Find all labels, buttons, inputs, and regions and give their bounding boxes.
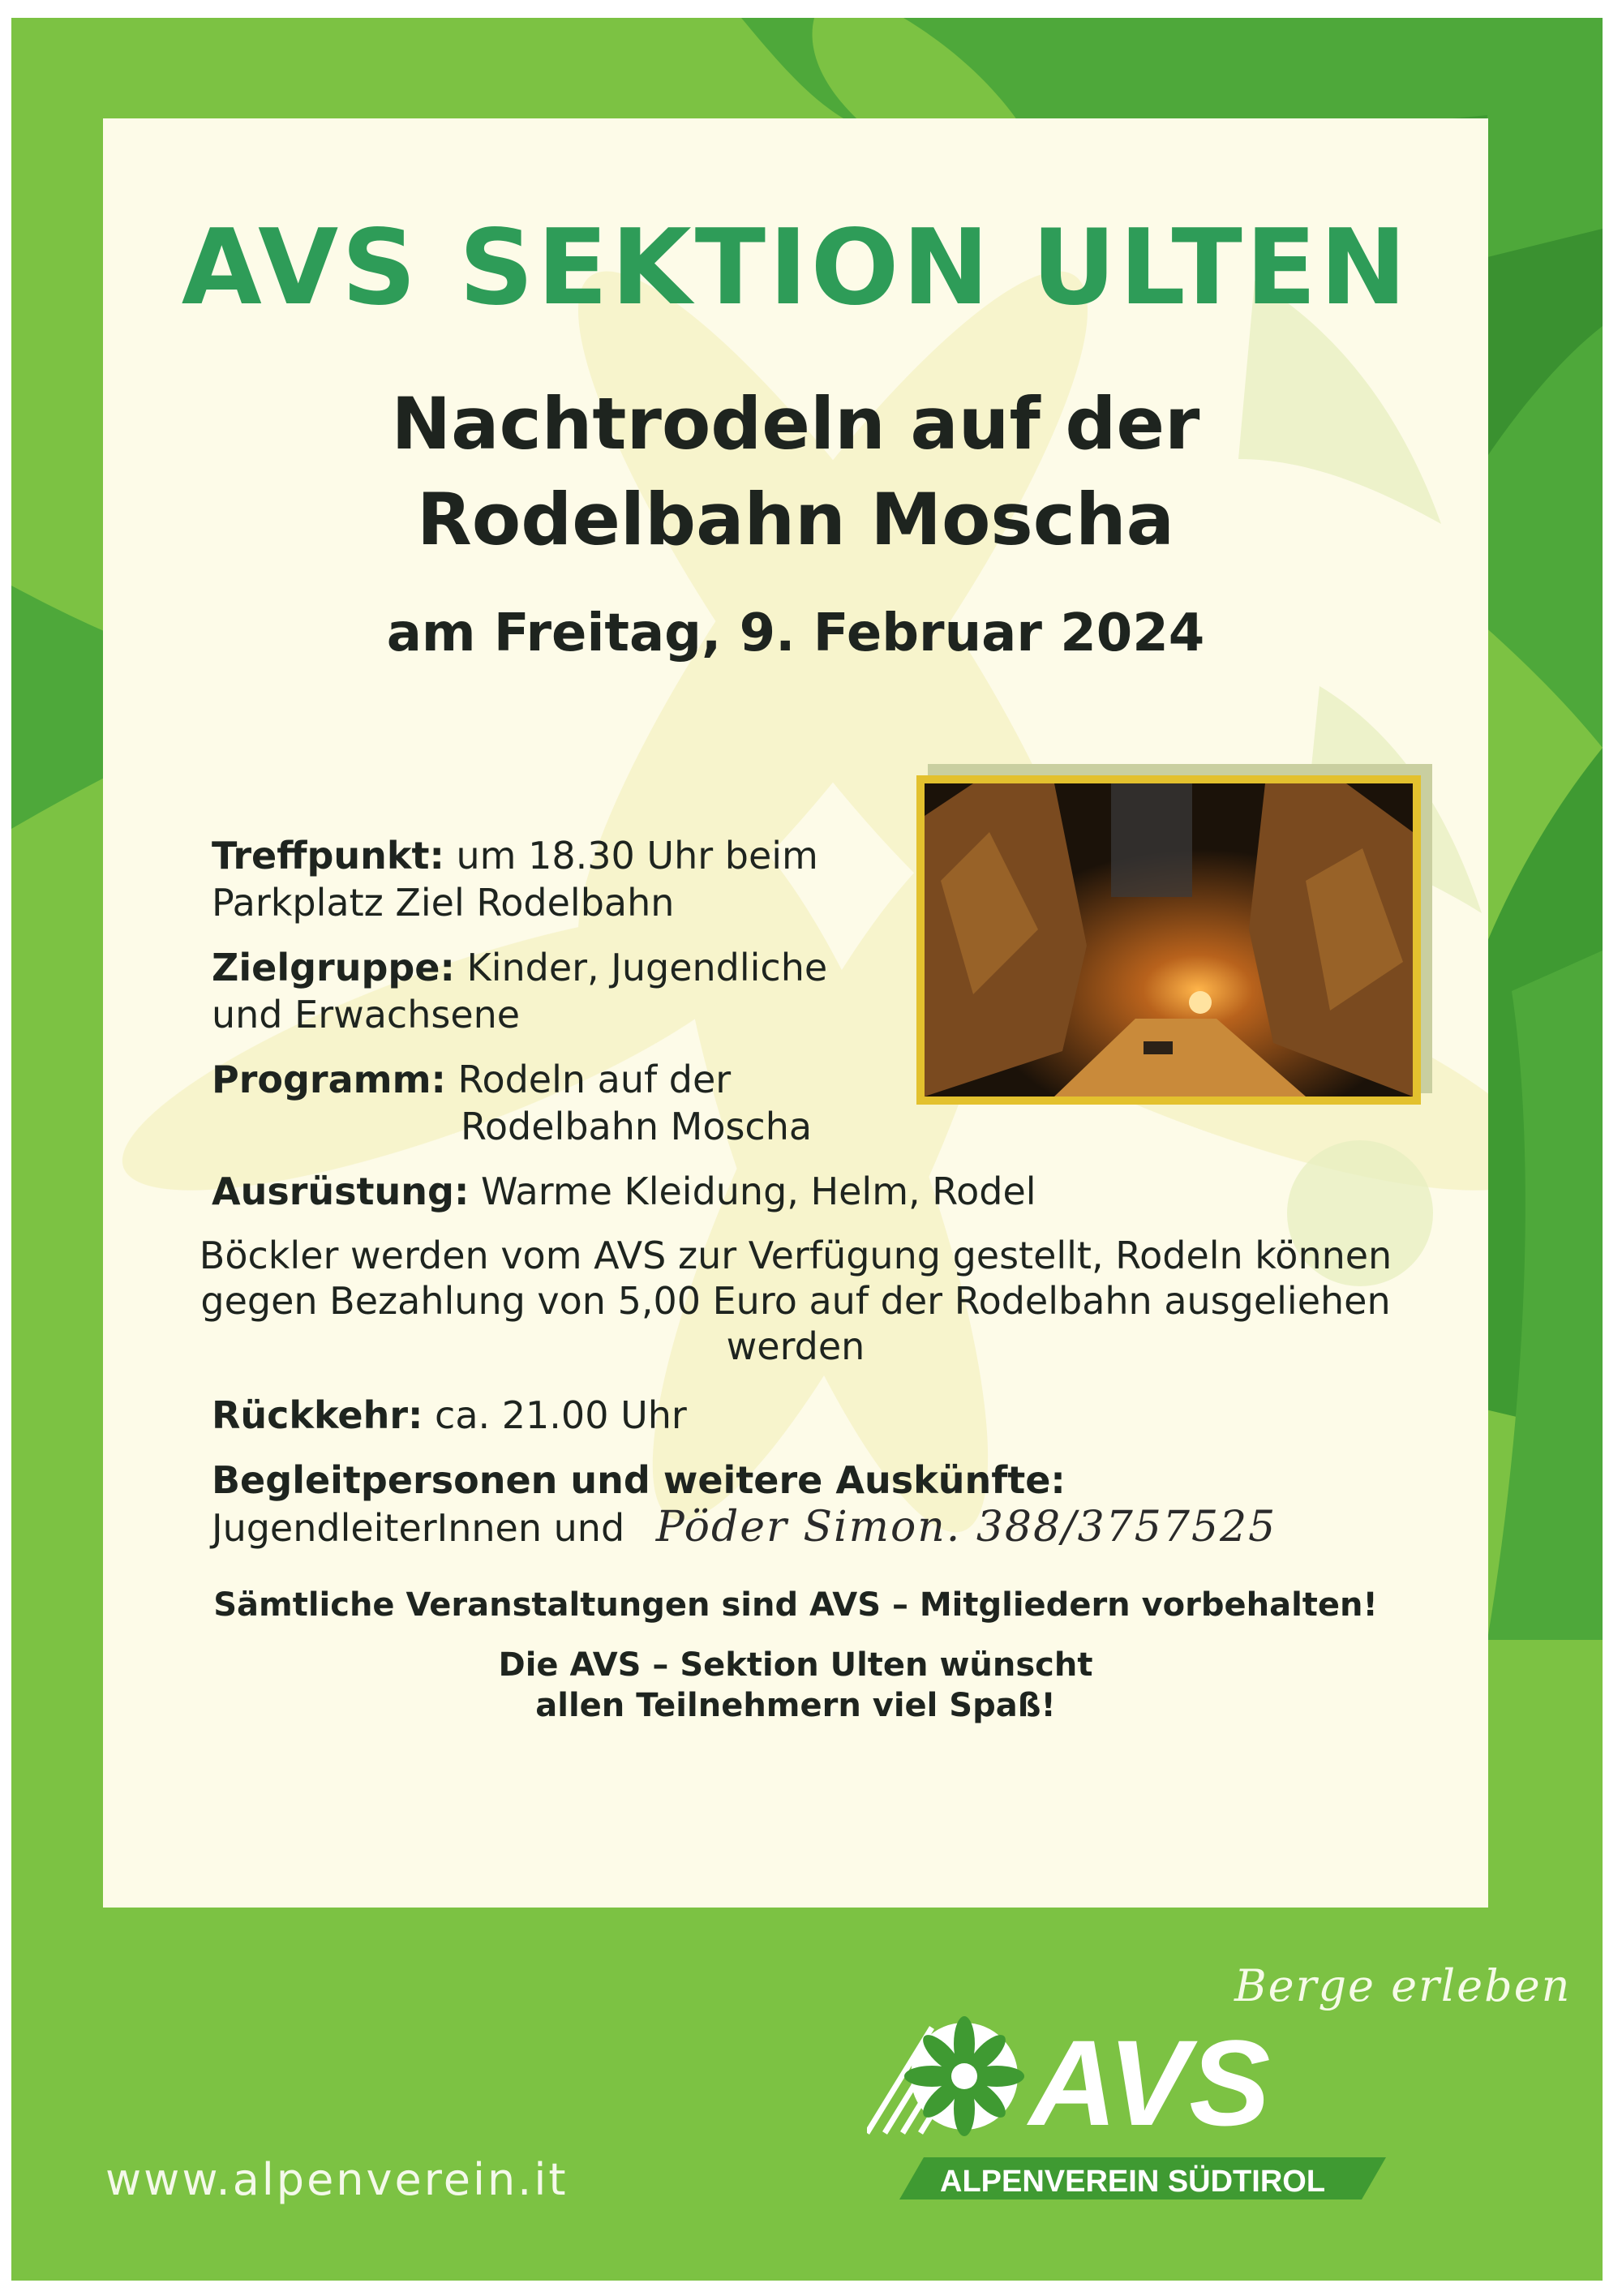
zielgruppe-label: Zielgruppe: [212,946,455,989]
programm-value-2: Rodelbahn Moscha [461,1105,813,1148]
treffpunkt-block [212,832,818,926]
rental-note-line-3: werden [726,1324,865,1368]
rental-note [103,1233,1488,1369]
club-title: AVS SEKTION ULTEN [181,208,1410,328]
wish-notice [103,1645,1488,1726]
programm-value-1: Rodeln auf der [457,1058,732,1101]
treffpunkt-value-2: Parkplatz Ziel Rodelbahn [212,881,675,925]
slogan: Berge erleben [1234,1960,1572,2011]
rueckkehr-label: Rückkehr: [212,1393,423,1437]
website-link[interactable]: www.alpenverein.it [105,2154,569,2205]
event-title [103,376,1488,568]
treffpunkt-value-1: um 18.30 Uhr beim [456,834,818,878]
ausruestung-label: Ausrüstung: [212,1169,470,1213]
zielgruppe-value-1: Kinder, Jugendliche [466,946,828,989]
programm-label: Programm: [212,1058,446,1101]
ausruestung-block [212,1168,1036,1215]
night-sledding-photo [925,783,1413,1097]
rueckkehr-block [212,1392,687,1439]
programm-block [212,1056,812,1150]
zielgruppe-block [212,944,827,1038]
treffpunkt-label: Treffpunkt: [212,834,444,878]
ausruestung-value: Warme Kleidung, Helm, Rodel [480,1169,1036,1213]
logo-subtitle: ALPENVEREIN SÜDTIROL [940,2165,1326,2199]
wish-line-2: allen Teilnehmern viel Spaß! [535,1687,1056,1724]
begleit-value: JugendleiterInnen und [212,1506,625,1550]
rueckkehr-value: ca. 21.00 Uhr [435,1393,687,1437]
zielgruppe-value-2: und Erwachsene [212,993,521,1036]
rental-note-line-1: Böckler werden vom AVS zur Verfügung gestellt, Rodeln können [199,1234,1392,1277]
avs-logo [867,2011,1508,2222]
handwritten-contact: Pöder Simon. 388/3757525 [655,1503,1277,1551]
event-title-line-1: Nachtrodeln auf der [391,382,1200,466]
event-date: am Freitag, 9. Februar 2024 [386,603,1205,663]
begleit-block [212,1457,1277,1551]
event-title-line-2: Rodelbahn Moscha [417,478,1174,561]
begleit-label: Begleitpersonen und weitere Auskünfte: [212,1458,1066,1502]
poster-background [11,18,1603,2281]
content-panel [103,118,1488,1908]
avs-logo-text: AVS [1029,2015,1271,2151]
wish-line-1: Die AVS – Sektion Ulten wünscht [498,1646,1093,1684]
photo-frame [916,775,1421,1105]
members-only-notice: Sämtliche Veranstaltungen sind AVS – Mitgliedern vorbehalten! [213,1586,1378,1624]
rental-note-line-2: gegen Bezahlung von 5,00 Euro auf der Rodelbahn ausgeliehen [200,1279,1391,1323]
